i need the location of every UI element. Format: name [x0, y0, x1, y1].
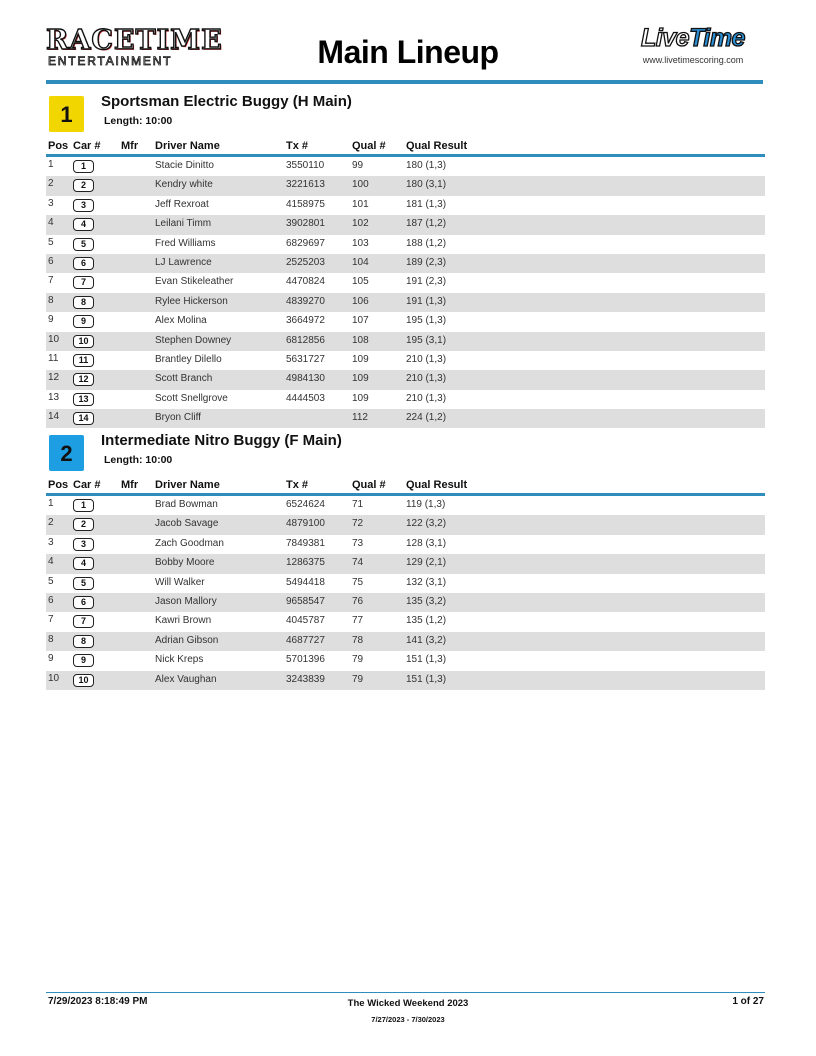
livetime-wordmark: [622, 24, 764, 52]
column-header-pos: Pos: [48, 479, 69, 491]
cell-tx: 3550110: [286, 160, 325, 171]
cell-qual: 76: [352, 595, 364, 607]
race-length: [104, 454, 172, 466]
cell-driver: Adrian Gibson: [155, 634, 219, 646]
cell-tx: 7849381: [286, 537, 325, 549]
cell-qual: 103: [352, 237, 369, 249]
cell-driver: Stephen Downey: [155, 334, 232, 346]
car-cell: [73, 296, 94, 309]
cell-driver: Scott Snellgrove: [155, 392, 228, 404]
cell-qual: 106: [352, 295, 369, 307]
cell-tx: 3221613: [286, 179, 325, 191]
cell-driver: Kendry white: [155, 179, 213, 191]
car-number-badge: 7: [73, 276, 94, 289]
car-cell: [73, 238, 94, 251]
cell-driver: Kawri Brown: [155, 615, 212, 627]
cell-pos: 3: [48, 197, 54, 209]
cell-driver: Bobby Moore: [155, 557, 215, 569]
car-number-badge: 5: [73, 577, 94, 590]
page-number: 1 of 27: [732, 996, 764, 1007]
car-cell: [73, 354, 94, 367]
cell-result: 122 (3,2): [406, 518, 447, 530]
car-cell: [73, 276, 94, 289]
cell-driver: Zach Goodman: [155, 537, 224, 549]
column-header-qual: Qual #: [352, 140, 386, 152]
livetime-logo: [622, 24, 764, 65]
car-cell: [73, 393, 94, 406]
column-header-driver: Driver Name: [155, 479, 220, 491]
cell-pos: 4: [48, 217, 54, 229]
car-number-badge: 6: [73, 257, 94, 270]
car-number-badge: 4: [73, 557, 94, 570]
column-header-tx: Tx #: [286, 140, 309, 152]
cell-result: 210 (1,3): [406, 353, 447, 365]
cell-tx: 4839270: [286, 295, 325, 307]
header-divider: [46, 80, 763, 84]
table-row: [46, 215, 765, 234]
car-cell: [73, 160, 94, 173]
car-cell: [73, 635, 94, 648]
cell-qual: 100: [352, 179, 369, 191]
cell-result: 195 (3,1): [406, 334, 447, 346]
cell-driver: Scott Branch: [155, 373, 213, 385]
cell-driver: Alex Vaughan: [155, 673, 217, 685]
car-number-badge: 11: [73, 354, 94, 367]
cell-result: 181 (1,3): [406, 198, 447, 210]
table-row: [46, 312, 765, 331]
cell-pos: 2: [48, 517, 54, 529]
table-row: [46, 235, 765, 254]
page-title: Main Lineup: [317, 34, 499, 70]
cell-pos: 5: [48, 575, 54, 587]
table-row: [46, 196, 765, 215]
car-number-badge: 4: [73, 218, 94, 231]
table-row: [46, 632, 765, 651]
table-row: [46, 157, 765, 176]
car-number-badge: 7: [73, 615, 94, 628]
cell-tx: 5701396: [286, 654, 325, 666]
car-cell: [73, 373, 94, 386]
cell-result: 180 (1,3): [406, 160, 447, 171]
car-number-badge: 10: [73, 674, 94, 687]
cell-qual: 109: [352, 373, 369, 385]
cell-tx: 6812856: [286, 334, 325, 346]
car-number-badge: 2: [73, 179, 94, 192]
cell-tx: 1286375: [286, 557, 325, 569]
cell-driver: Stacie Dinitto: [155, 160, 214, 171]
cell-pos: 11: [48, 352, 59, 364]
table-body: [46, 496, 765, 690]
cell-driver: Brantley Dilello: [155, 353, 222, 365]
cell-result: 151 (1,3): [406, 654, 447, 666]
cell-driver: Fred Williams: [155, 237, 216, 249]
wordmark-live: Live: [641, 24, 690, 52]
car-number-badge: 5: [73, 238, 94, 251]
cell-qual: 104: [352, 256, 369, 268]
car-number-badge: 9: [73, 654, 94, 667]
table-body: [46, 157, 765, 428]
table-row: [46, 496, 765, 515]
column-header-tx: Tx #: [286, 479, 309, 491]
cell-pos: 8: [48, 633, 54, 645]
cell-pos: 7: [48, 614, 54, 626]
car-number-badge: 13: [73, 393, 94, 406]
cell-pos: 10: [48, 333, 60, 345]
car-cell: [73, 199, 94, 212]
car-number-badge: 1: [73, 160, 94, 173]
race-number-badge: 1: [49, 96, 84, 132]
cell-pos: 7: [48, 275, 54, 287]
column-header-pos: Pos: [48, 140, 69, 152]
cell-driver: LJ Lawrence: [155, 256, 212, 268]
column-header-qual: Qual #: [352, 479, 386, 491]
cell-result: 189 (2,3): [406, 256, 447, 268]
table-row: [46, 574, 765, 593]
cell-pos: 10: [48, 672, 60, 684]
cell-tx: 2525203: [286, 256, 325, 268]
race-length-value: 10:00: [145, 454, 173, 466]
car-cell: [73, 615, 94, 628]
cell-result: 132 (3,1): [406, 576, 447, 588]
footer-divider: [46, 992, 765, 993]
cell-driver: Will Walker: [155, 576, 205, 588]
cell-qual: 71: [352, 499, 364, 510]
car-cell: [73, 257, 94, 270]
column-header-mfr: Mfr: [121, 140, 139, 152]
table-row: [46, 351, 765, 370]
cell-tx: 9658547: [286, 595, 325, 607]
race-length: [104, 115, 172, 127]
car-number-badge: 2: [73, 518, 94, 531]
race-title: Sportsman Electric Buggy (H Main): [101, 93, 352, 110]
cell-qual: 102: [352, 218, 369, 230]
cell-tx: 3243839: [286, 673, 325, 685]
cell-qual: 101: [352, 198, 369, 210]
column-header-car: Car #: [73, 140, 101, 152]
cell-driver: Alex Molina: [155, 315, 207, 327]
car-cell: [73, 315, 94, 328]
cell-driver: Jason Mallory: [155, 595, 217, 607]
cell-result: 129 (2,1): [406, 557, 447, 569]
cell-qual: 99: [352, 160, 364, 171]
car-number-badge: 1: [73, 499, 94, 512]
car-number-badge: 14: [73, 412, 94, 425]
column-header-mfr: Mfr: [121, 479, 139, 491]
cell-tx: 3664972: [286, 315, 325, 327]
cell-result: 141 (3,2): [406, 634, 447, 646]
cell-driver: Evan Stikeleather: [155, 276, 234, 288]
car-cell: [73, 577, 94, 590]
cell-tx: 3902801: [286, 218, 325, 230]
car-cell: [73, 674, 94, 687]
cell-pos: 1: [48, 498, 54, 509]
cell-qual: 73: [352, 537, 364, 549]
table-row: [46, 390, 765, 409]
car-cell: [73, 335, 94, 348]
car-number-badge: 12: [73, 373, 94, 386]
car-cell: [73, 218, 94, 231]
cell-pos: 6: [48, 255, 54, 267]
table-row: [46, 612, 765, 631]
cell-driver: Leilani Timm: [155, 218, 212, 230]
cell-qual: 108: [352, 334, 369, 346]
car-cell: [73, 538, 94, 551]
cell-result: 191 (1,3): [406, 295, 447, 307]
logo-text-main: RACETIME: [46, 25, 223, 56]
livetime-url: www.livetimescoring.com: [642, 55, 744, 65]
cell-pos: 9: [48, 653, 54, 665]
table-row: [46, 554, 765, 573]
car-number-badge: 6: [73, 596, 94, 609]
cell-qual: 109: [352, 353, 369, 365]
printed-timestamp: 7/29/2023 8:18:49 PM: [48, 996, 148, 1007]
car-number-badge: 8: [73, 296, 94, 309]
car-number-badge: 10: [73, 335, 94, 348]
table-row: [46, 671, 765, 690]
table-row: [46, 176, 765, 195]
cell-pos: 8: [48, 294, 54, 306]
race-length-label: Length:: [104, 454, 143, 466]
car-number-badge: 8: [73, 635, 94, 648]
car-cell: [73, 412, 94, 425]
cell-result: 224 (1,2): [406, 412, 447, 424]
column-header-driver: Driver Name: [155, 140, 220, 152]
cell-driver: Nick Kreps: [155, 654, 204, 666]
logo-text-sub: ENTERTAINMENT: [48, 54, 173, 68]
table-row: [46, 254, 765, 273]
cell-qual: 112: [352, 412, 368, 424]
cell-driver: Bryon Cliff: [155, 412, 201, 424]
race-length-label: Length:: [104, 115, 143, 127]
cell-result: 135 (3,2): [406, 595, 447, 607]
car-number-badge: 9: [73, 315, 94, 328]
cell-qual: 75: [352, 576, 364, 588]
cell-qual: 74: [352, 557, 364, 569]
cell-result: 180 (3,1): [406, 179, 447, 191]
cell-pos: 13: [48, 391, 60, 403]
cell-result: 128 (3,1): [406, 537, 447, 549]
cell-result: 210 (1,3): [406, 373, 447, 385]
table-row: [46, 409, 765, 428]
cell-tx: 5494418: [286, 576, 325, 588]
cell-pos: 14: [48, 411, 60, 423]
table-row: [46, 651, 765, 670]
cell-pos: 6: [48, 594, 54, 606]
cell-pos: 3: [48, 536, 54, 548]
cell-result: 135 (1,2): [406, 615, 447, 627]
cell-qual: 79: [352, 673, 364, 685]
cell-pos: 5: [48, 236, 54, 248]
race-length-value: 10:00: [145, 115, 173, 127]
column-header-qual-result: Qual Result: [406, 140, 468, 152]
cell-driver: Jeff Rexroat: [155, 198, 209, 210]
cell-tx: 4444503: [286, 392, 325, 404]
cell-tx: 5631727: [286, 353, 325, 365]
car-cell: [73, 179, 94, 192]
column-header-qual-result: Qual Result: [406, 479, 468, 491]
table-row: [46, 370, 765, 389]
cell-driver: Rylee Hickerson: [155, 295, 228, 307]
cell-pos: 12: [48, 372, 60, 384]
cell-qual: 107: [352, 315, 369, 327]
cell-pos: 4: [48, 556, 54, 568]
cell-result: 195 (1,3): [406, 315, 447, 327]
cell-qual: 109: [352, 392, 369, 404]
wordmark-time: Time: [689, 24, 745, 52]
cell-tx: 4045787: [286, 615, 325, 627]
cell-driver: Brad Bowman: [155, 499, 218, 510]
cell-tx: 6524624: [286, 499, 325, 510]
cell-tx: 6829697: [286, 237, 325, 249]
cell-qual: 105: [352, 276, 369, 288]
cell-qual: 77: [352, 615, 364, 627]
event-name: The Wicked Weekend 2023: [347, 998, 469, 1009]
car-cell: [73, 596, 94, 609]
cell-pos: 1: [48, 159, 54, 170]
table-row: [46, 593, 765, 612]
cell-qual: 78: [352, 634, 364, 646]
cell-tx: 4158975: [286, 198, 325, 210]
cell-tx: 4687727: [286, 634, 325, 646]
car-cell: [73, 499, 94, 512]
car-number-badge: 3: [73, 538, 94, 551]
cell-tx: 4470824: [286, 276, 325, 288]
car-number-badge: 3: [73, 199, 94, 212]
cell-result: 119 (1,3): [406, 499, 446, 510]
table-row: [46, 273, 765, 292]
table-row: [46, 535, 765, 554]
cell-result: 210 (1,3): [406, 392, 447, 404]
car-cell: [73, 557, 94, 570]
table-row: [46, 293, 765, 312]
cell-result: 151 (1,3): [406, 673, 447, 685]
table-row: [46, 332, 765, 351]
cell-result: 187 (1,2): [406, 218, 447, 230]
column-header-car: Car #: [73, 479, 101, 491]
car-cell: [73, 518, 94, 531]
table-row: [46, 515, 765, 534]
race-number-badge: 2: [49, 435, 84, 471]
cell-qual: 72: [352, 518, 364, 530]
cell-pos: 9: [48, 314, 54, 326]
cell-pos: 2: [48, 178, 54, 190]
event-dates: 7/27/2023 - 7/30/2023: [371, 1015, 445, 1024]
cell-qual: 79: [352, 654, 364, 666]
cell-driver: Jacob Savage: [155, 518, 219, 530]
race-title: Intermediate Nitro Buggy (F Main): [101, 432, 342, 449]
car-cell: [73, 654, 94, 667]
cell-tx: 4984130: [286, 373, 325, 385]
cell-result: 188 (1,2): [406, 237, 447, 249]
cell-result: 191 (2,3): [406, 276, 447, 288]
cell-tx: 4879100: [286, 518, 325, 530]
